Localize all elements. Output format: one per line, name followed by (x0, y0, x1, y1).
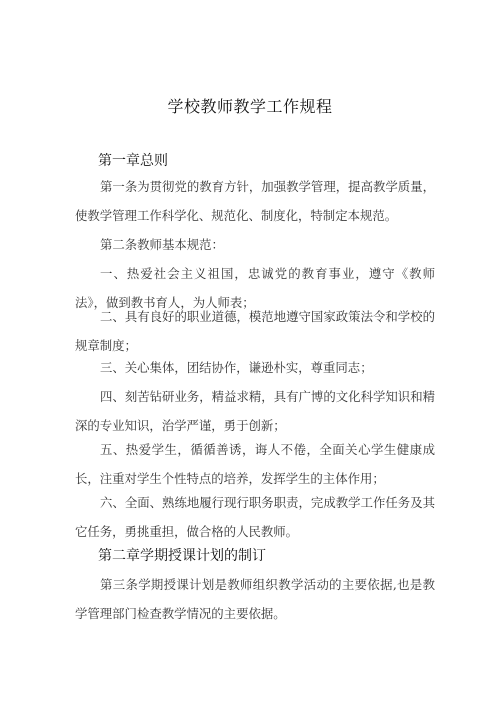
norm-item-1: 一、热爱社会主义祖国，忠诚党的教育事业，遵守《教师法》，做到教书育人，为人师表； (75, 266, 435, 310)
chapter-1-heading: 第一章总则 (98, 153, 168, 169)
chapter-2-heading: 第二章学期授课计划的制订 (98, 548, 266, 564)
norm-item-6: 六、全面、熟练地履行现行职务职责，完成教学工作任务及其它任务，勇挑重担，做合格的人民教师。 (75, 495, 435, 539)
article-3-paragraph: 第三条学期授课计划是教师组织教学活动的主要依据,也是教学管理部门检查教学情况的主要依据。 (75, 577, 435, 621)
norm-item-4: 四、刻苦钻研业务，精益求精，具有广博的文化科学知识和精深的专业知识，治学严谨，勇于创新； (75, 389, 435, 433)
article-1-paragraph: 第一条为贯彻党的教育方针，加强教学管理，提高教学质量，使教学管理工作科学化、规范化、制度化，特制定本规范。 (75, 179, 435, 223)
norm-item-5: 五、热爱学生，循循善诱，诲人不倦，全面关心学生健康成长，注重对学生个性特点的培养，发挥学生的主体作用； (75, 442, 435, 486)
norm-item-2: 二、具有良好的职业道德，模范地遵守国家政策法令和学校的规章制度； (75, 309, 435, 353)
article-2-paragraph: 第二条教师基本规范： (100, 237, 224, 252)
norm-item-3: 三、关心集体，团结协作，谦逊朴实，尊重同志； (100, 360, 373, 375)
document-title: 学校教师教学工作规程 (167, 97, 333, 116)
